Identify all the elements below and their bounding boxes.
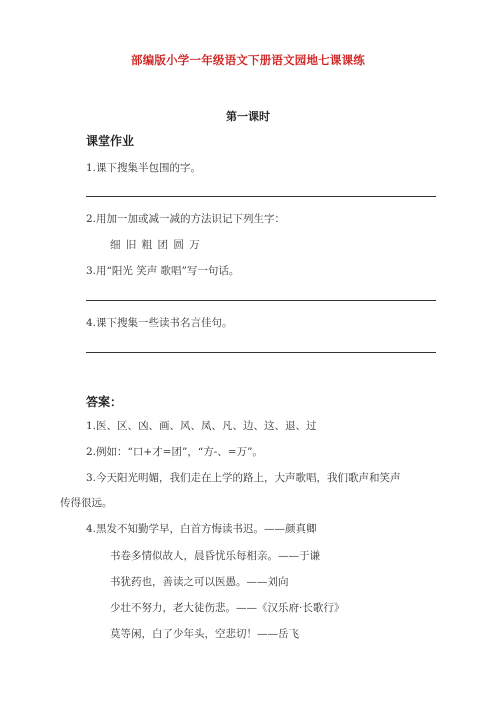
answer-2: 2.例如：“口+才=团”，“方-、=万”。 [86,446,263,458]
answer-4-quote-5: 莫等闲，白了少年头，空悲切！——岳飞 [110,628,299,640]
answer-1: 1.医、区、凶、画、风、凤、凡、边、这、退、过 [86,420,317,432]
document-title: 部编版小学一年级语文下册语文园地七课课练 [131,53,365,67]
answer-4-quote-2: 书卷多情似故人，晨昏忧乐每相亲。——于谦 [110,550,320,562]
answer-line-1 [86,196,436,197]
answers-heading: 答案： [86,395,123,409]
lesson-heading: 第一课时 [226,110,270,123]
answer-4-quote-4: 少壮不努力，老大徒伤悲。——《汉乐府·长歌行》 [110,602,345,614]
answer-4-quote-3: 书犹药也，善读之可以医愚。——刘向 [110,576,289,588]
answer-line-3 [86,300,436,301]
question-3: 3.用“阳光 笑声 歌唱”写一句话。 [86,265,240,277]
answer-3-line-1: 3.今天阳光明媚，我们走在上学的路上，大声歌唱，我们歌声和笑声 [86,472,401,484]
question-2-characters: 细 旧 粗 团 圆 万 [110,239,200,251]
answer-line-4 [86,352,436,353]
question-2: 2.用加一加或减一减的方法识记下列生字： [86,213,286,225]
question-4: 4.课下搜集一些读书名言佳句。 [86,317,233,329]
classwork-heading: 课堂作业 [86,134,135,148]
question-1: 1.课下搜集半包围的字。 [86,162,202,174]
answer-3-line-2: 传得很远。 [60,497,113,509]
answer-4-quote-1: 4.黑发不知勤学早，白首方悔读书迟。——颜真卿 [86,523,317,535]
